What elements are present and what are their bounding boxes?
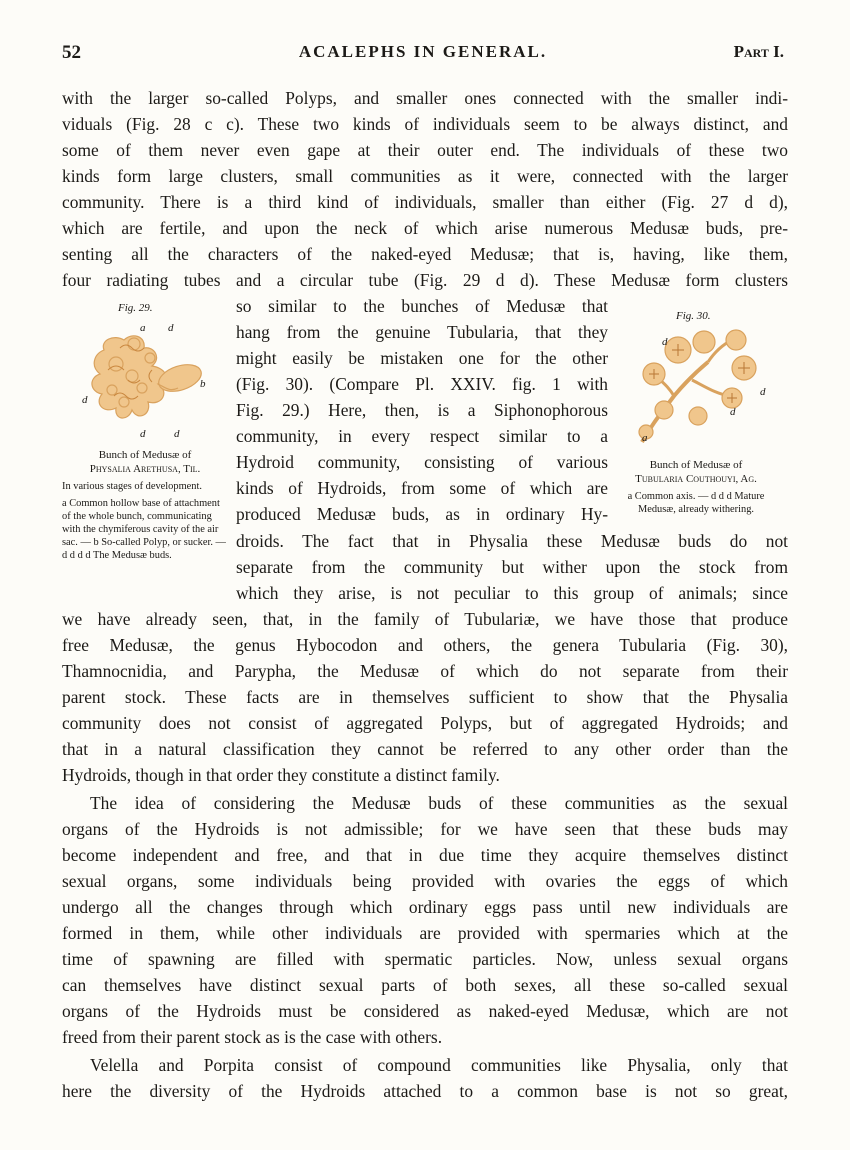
medusa-bunch-illustration <box>62 318 230 468</box>
figure-letter: d <box>168 322 174 334</box>
text-line: parent stock. These facts are in themselves sufficient to show that the Physalia <box>62 687 788 707</box>
text-line: Velella and Porpita consist of compound communities like Physalia, only that <box>90 1055 788 1075</box>
caption-species: Physalia Arethusa, Til. <box>89 463 201 475</box>
figure-letter: d <box>140 428 146 440</box>
text-line: might easily be mistaken one for the other <box>236 348 608 368</box>
caption-legend: a Common hollow base of attachment of the whole bunch, communicating with the chymiferous cavity of the air sac. — b So-called Polyp, or sucker. — d d d d The Medusæ buds. <box>62 498 226 561</box>
text-line: senting all the characters of the naked-eyed Medusæ; that is, having, like them, <box>62 244 788 264</box>
text-line: community, in every respect similar to a <box>236 426 608 446</box>
figure-label: Fig. 30. <box>676 310 711 322</box>
figure-letter: a <box>140 322 146 334</box>
figure-letter: d <box>760 386 766 398</box>
caption-note: In various stages of development. <box>62 481 202 492</box>
part-label: Part I. <box>733 42 784 61</box>
text-line: with the larger so-called Polyps, and smaller ones connected with the smaller indi- <box>62 88 788 108</box>
text-line: kinds of Hydroids, from some of which are <box>236 478 608 498</box>
text-line: become independent and free, and that in due time they acquire themselves distinct <box>62 845 788 865</box>
text-line: undergo all the changes through which ordinary eggs pass until new individuals are <box>62 897 788 917</box>
text-line: free Medusæ, the genus Hybocodon and others, the genera Tubularia (Fig. 30), <box>62 635 788 655</box>
text-line: organs of the Hydroids must be considered as naked-eyed Medusæ, which are not <box>62 1001 788 1021</box>
text-line: community. There is a third kind of individuals, smaller than either (Fig. 27 d d), <box>62 192 788 212</box>
page-header <box>62 42 784 72</box>
text-line: (Fig. 30). (Compare Pl. XXIV. fig. 1 with <box>236 374 608 394</box>
text-line: here the diversity of the Hydroids attached to a common base is not so great, <box>62 1081 788 1101</box>
text-line: viduals (Fig. 28 c c). These two kinds of individuals seem to be always distinct, and <box>62 114 788 134</box>
text-line: freed from their parent stock as is the case with others. <box>62 1027 443 1047</box>
text-line: organs of the Hydroids is not admissible; for we have seen that these buds may <box>62 819 788 839</box>
text-line: can themselves have distinct sexual parts of both sexes, all these so-called sexual <box>62 975 788 995</box>
figure-letter: d <box>662 336 668 348</box>
figure-letter: d <box>730 406 736 418</box>
text-line: Hydroids, though in that order they constitute a distinct family. <box>62 765 500 785</box>
figure-caption <box>608 458 784 516</box>
text-line: droids. The fact that in Physalia these Medusæ buds do not <box>236 531 788 551</box>
caption-legend: a Common axis. — d d d Mature Medusæ, already withering. <box>627 491 765 515</box>
figure-caption <box>62 448 228 562</box>
figure-29 <box>62 296 230 596</box>
text-line: we have already seen, that, in the family of Tubulariæ, we have those that produce <box>62 609 788 629</box>
text-line: which are fertile, and upon the neck of which arise numerous Medusæ buds, pre- <box>62 218 788 238</box>
text-line: that in a natural classification they cannot be referred to any other order than the <box>62 739 788 759</box>
text-line: some of them never even gape at their outer end. The individuals of these two <box>62 140 788 160</box>
text-line: Fig. 29.) Here, then, is a Siphonophorous <box>236 400 608 420</box>
text-line: so similar to the bunches of Medusæ that <box>236 296 608 316</box>
figure-letter: b <box>200 378 206 390</box>
text-line: produced Medusæ buds, as in ordinary Hy- <box>236 504 608 524</box>
text-line: four radiating tubes and a circular tube (Fig. 29 d d). These Medusæ form clusters <box>62 270 788 290</box>
text-line: formed in them, while other individuals are provided with spermaries which at the <box>62 923 788 943</box>
page-number: 52 <box>62 42 81 63</box>
text-line: Thamnocnidia, and Parypha, the Medusæ of which do not separate from their <box>62 661 788 681</box>
text-line: hang from the genuine Tubularia, that they <box>236 322 608 342</box>
text-line: kinds form large clusters, small communities as it were, connected with the larger <box>62 166 788 186</box>
text-line: separate from the community but wither upon the stock from <box>236 557 788 577</box>
figure-letter: d <box>174 428 180 440</box>
running-title: ACALEPHS IN GENERAL. <box>298 42 548 61</box>
caption-species: Tubularia Couthouyi, Ag. <box>635 473 757 485</box>
text-line: sexual organs, some individuals being provided with ovaries the eggs of which <box>62 871 788 891</box>
figure-letter: a <box>642 432 648 444</box>
caption-title: Bunch of Medusæ of <box>649 459 743 471</box>
text-line: The idea of considering the Medusæ buds of these communities as the sexual <box>90 793 788 813</box>
text-line: time of spawning are filled with spermatic particles. Now, unless sexual organs <box>62 949 788 969</box>
figure-label: Fig. 29. <box>118 302 153 314</box>
text-line: which they arise, is not peculiar to this group of animals; since <box>236 583 788 603</box>
text-line: Hydroid community, consisting of various <box>236 452 608 472</box>
text-line: community does not consist of aggregated Polyps, but of aggregated Hydroids; and <box>62 713 788 733</box>
figure-letter: d <box>82 394 88 406</box>
caption-title: Bunch of Medusæ of <box>98 449 192 461</box>
figure-30 <box>612 306 792 526</box>
